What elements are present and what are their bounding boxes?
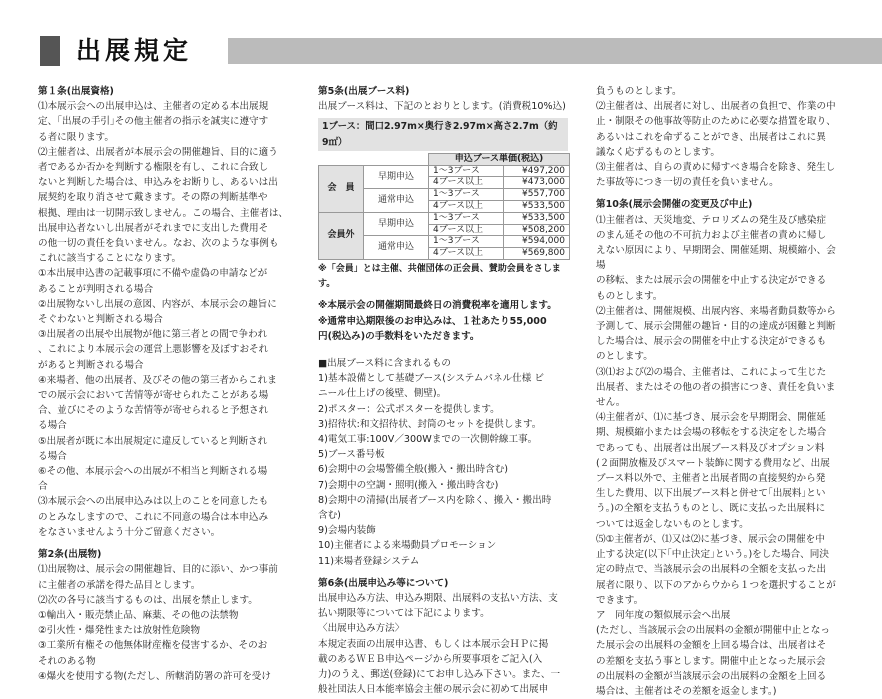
fee-note-line: 円(税込み)の手数料をいただきます。 — [318, 330, 480, 342]
text-line: ③出展者の出展や出展物が他に第三者との間で争われ — [38, 329, 268, 341]
text-line: これに該当することになります。 — [38, 253, 182, 265]
page-title: 出展規定 — [76, 36, 193, 65]
booth-count-cell: 4ブース以上 — [429, 224, 504, 236]
text-line: 根拠、理由は一切開示致しません。この場合、主催者は、 — [38, 207, 289, 219]
period-cell: 通常申込 — [364, 189, 429, 213]
text-line: 定の時点で、当該展示会の出展料の全額を支払った出 — [596, 564, 827, 576]
column-3 — [596, 84, 842, 699]
article-6-heading: 第6条(出展申込み等について) — [318, 577, 449, 589]
text-line: 議なく応ずるものとします。 — [596, 146, 720, 158]
text-line: ⑤出展者が既に本出展規定に違反していると判断され — [38, 435, 268, 447]
text-line: あることが判明される場合 — [38, 283, 154, 295]
price-cell: ¥473,000 — [503, 177, 569, 189]
included-item: 7)会期中の空調・照明(搬入・搬出時含む) — [318, 479, 499, 491]
column-2 — [318, 84, 568, 697]
fee-note-line: ※通常申込期限後のお申込みは、１社あたり55,000 — [318, 315, 547, 327]
article-1-heading: 第１条(出展資格) — [38, 86, 114, 97]
fee-table-caption: 1ブース：間口2.97m×奥行き2.97m×高さ2.7m（約9㎡） — [318, 118, 568, 150]
text-line: に主催者の承諾を得た品目とします。 — [38, 579, 201, 591]
text-line: 般社団法人日本能率協会主催の展示会に初めて出展申 — [318, 684, 549, 696]
text-line: があると判断される場合 — [38, 359, 144, 371]
text-line: 定、｢出展の手引｣その他主催者の指示を誠実に遵守す — [38, 116, 269, 128]
article-10-heading: 第10条(展示会開催の変更及び中止) — [596, 199, 753, 211]
text-line: せん。 — [596, 397, 626, 409]
booth-count-cell: 1〜3ブース — [429, 189, 504, 201]
text-line: ③工業所有権その他無体財産権を侵害するか、そのお — [38, 640, 268, 652]
text-line: 力)のうえ、郵送(登録)にてお申し込み下さい。また、一 — [318, 669, 561, 681]
included-item: 8)会期中の清掃(出展者ブース内を除く、搬入・搬出時 — [318, 494, 552, 506]
text-line: ⑵主催者は、出展者に対し、出展者の負担で、作業の中 — [596, 101, 836, 113]
text-line: 出展申込み方法、申込み期限、出展料の支払い方法、支 — [318, 593, 558, 605]
price-cell: ¥569,800 — [503, 248, 569, 260]
text-line: のとみなしますので、これに不同意の場合は本申込み — [38, 511, 269, 523]
text-line: をなさいませんよう十分ご留意ください。 — [38, 526, 221, 538]
text-line: る場合 — [38, 420, 67, 432]
text-line: 負うものとします。 — [596, 86, 682, 97]
text-line: ⑷主催者が、⑴に基づき、展示会を早期閉会、開催延 — [596, 412, 826, 424]
booth-count-cell: 4ブース以上 — [429, 177, 504, 189]
text-line: それのある物 — [38, 655, 96, 667]
text-line: 、これにより本展示会の運営上悪影響を及ぼすおそれ — [38, 344, 269, 356]
fee-table — [318, 153, 570, 260]
text-line: ①輸出入・販売禁止品、麻薬、その他の法禁物 — [38, 609, 239, 621]
text-line: ①本出展申込書の記載事項に不備や虚偽の申請などが — [38, 268, 268, 280]
header-rule — [228, 38, 882, 64]
text-line: のとします。 — [596, 351, 653, 363]
booth-count-cell: 1〜3ブース — [429, 236, 504, 248]
booth-count-cell: 1〜3ブース — [429, 165, 504, 177]
text-line: 者であるか否かを判断する権限を有し、これに合致し — [38, 162, 269, 174]
text-line: ⑵主催者は、開催規模、出展内容、来場者動員数等から — [596, 305, 836, 317]
included-item: 5)ブース番号板 — [318, 449, 385, 461]
text-line: 合、並びにそのような苦情等が寄せられると予想され — [38, 405, 269, 417]
included-item: 4)電気工事:100V／300Wまでの一次側幹線工事。 — [318, 434, 538, 446]
article-5-heading: 第5条(出展ブース料) — [318, 86, 410, 97]
included-item: 9)会場内装飾 — [318, 525, 376, 537]
text-line: ②引火性・爆発性または放射性危険物 — [38, 625, 201, 637]
text-line: えない原因により、早期閉会、開催延期、規模縮小、会場 — [596, 245, 836, 272]
included-heading: ■出展ブース料に含まれるもの — [318, 358, 452, 369]
text-line: の移転、または展示会の開催を中止する決定ができる — [596, 275, 827, 287]
text-line: ⑶本展示会への出展申込みは以上のことを同意したも — [38, 496, 269, 508]
period-cell: 通常申込 — [364, 236, 429, 260]
included-item: 1)基本設備として基礎ブース(システムパネル仕様 ビ — [318, 373, 544, 385]
fee-table-note: ※「会員」とは主催、共催団体の正会員、賛助会員をさします。 — [318, 263, 561, 290]
booth-count-cell: 4ブース以上 — [429, 248, 504, 260]
text-line: ブース料以外で、主催者と出展者間の直接契約から発 — [596, 473, 826, 485]
member-group-cell: 会員外 — [319, 212, 364, 259]
price-cell: ¥508,200 — [503, 224, 569, 236]
booth-count-cell: 4ブース以上 — [429, 201, 504, 213]
text-line: 〈出展申込み方法〉 — [318, 623, 405, 635]
price-cell: ¥533,500 — [503, 201, 569, 213]
text-line: 載のあるＷＥＢ申込ページから所要事項をご記入(入 — [318, 653, 543, 665]
included-item: 含む) — [318, 510, 341, 522]
included-item: 10)主催者による来場動員プロモーション — [318, 540, 497, 552]
text-line: た事故等につき一切の責任を負いません。 — [596, 177, 779, 189]
text-line: ⑴本展示会への出展申込は、主催者の定める本出展規 — [38, 101, 269, 113]
text-line: ②出展物ないし出展の意図、内容が、本展示会の趣旨に — [38, 298, 277, 310]
included-item: 2)ポスター：公式ポスターを提供します。 — [318, 403, 500, 415]
text-line: ⑥その他、本展示会への出展が不相当と判断される場 — [38, 466, 268, 478]
text-line: であっても、出展者は出展ブース料及びオプション料 — [596, 442, 825, 454]
text-line: る場合 — [38, 450, 67, 462]
article-6-body — [318, 591, 568, 697]
text-line: 場合は、主催者はその差額を返金します。) — [596, 685, 777, 697]
included-item: 6)会期中の会場警備全般(搬入・搬出時含む) — [318, 464, 509, 476]
text-line: (ただし、当該展示会の出展料の金額が開催中止となっ — [596, 625, 830, 637]
text-line: 合 — [38, 481, 48, 493]
text-line: ⑵主催者は、出展者が本展示会の開催趣旨、目的に適う — [38, 146, 278, 158]
member-group-cell: 会 員 — [319, 165, 364, 212]
text-line: 止する決定(以下｢中止決定｣という。)をした場合、同決 — [596, 549, 829, 561]
text-line: 本規定表面の出展申込書、もしくは本展示会ＨＰに掲 — [318, 638, 549, 650]
text-line: ⑴主催者は、天災地変、テロリズムの発生及び感染症 — [596, 214, 827, 226]
article-2-body — [38, 562, 296, 684]
text-line: 展者に限り、以下のアからウから１つを選択することが — [596, 579, 836, 591]
text-line: での展示会において苦情等が寄せられたことがある場 — [38, 390, 269, 402]
article-10-body — [596, 213, 842, 699]
booth-count-cell: 1〜3ブース — [429, 212, 504, 224]
fee-table-row — [319, 212, 570, 224]
included-list — [318, 371, 568, 569]
included-item: 3)招待状:和文招待状、封筒のセットを提供します。 — [318, 418, 542, 430]
text-line: 展契約を取り消させて戴きます。その際の判断基準や — [38, 192, 268, 204]
text-line: ア 同年度の類似展示会へ出展 — [596, 609, 731, 621]
text-line: の他一切の責任を負いません。なお、次のような事例も — [38, 238, 279, 250]
article-1-body — [38, 99, 296, 540]
text-line: 生した費用、以下出展ブース料と併せて｢出展料｣とい — [596, 488, 826, 500]
text-line: う。)の全額を支払うものとし、既に支払った出展料に — [596, 503, 826, 515]
fee-notes — [318, 298, 568, 344]
text-line: ⑵次の各号に該当するものは、出展を禁止します。 — [38, 594, 258, 606]
text-line: した場合は、展示会の開催を中止する決定ができるも — [596, 336, 827, 348]
fee-table-row — [319, 165, 570, 177]
text-line: 払い期限等については下記によります。 — [318, 608, 490, 620]
page-header — [40, 34, 882, 68]
text-line: の出展料の金額が当該展示会の出展料の金額を上回る — [596, 670, 827, 682]
text-line: の差額を支払う事とします。開催中止となった展示会 — [596, 655, 826, 667]
header-accent-bar — [40, 36, 60, 66]
price-cell: ¥557,700 — [503, 189, 569, 201]
article-2-heading: 第2条(出展物) — [38, 549, 102, 561]
text-line: ⑶⑴および⑵の場合、主催者は、これによって生じた — [596, 366, 827, 378]
text-line: のまん延その他の不可抗力および主催者の責めに帰し — [596, 229, 827, 241]
period-cell: 早期申込 — [364, 165, 429, 189]
price-cell: ¥594,000 — [503, 236, 569, 248]
period-cell: 早期申込 — [364, 212, 429, 236]
price-cell: ¥497,200 — [503, 165, 569, 177]
text-line: できます。 — [596, 594, 644, 606]
text-line: ④爆火を使用する物(ただし、所轄消防署の許可を受け — [38, 670, 271, 682]
text-line: た展示会の出展料の金額を上回る場合は、出展者はそ — [596, 640, 827, 652]
text-line: そぐわないと判断される場合 — [38, 314, 163, 326]
text-line: ついては返金しないものとします。 — [596, 518, 749, 530]
article-9-continued — [596, 84, 842, 190]
fee-note-line: ※本展示会の開催期間最終日の消費税率を適用します。 — [318, 300, 557, 312]
included-item: ニール仕上げの後壁、側壁)。 — [318, 388, 447, 400]
text-line: ⑴出展物は、展示会の開催趣旨、目的に添い、かつ事前 — [38, 564, 278, 576]
text-line: ないと判断した場合は、申込みをお断りし、あるいは出 — [38, 177, 278, 189]
price-cell: ¥533,500 — [503, 212, 569, 224]
text-line: あるいはこれを命ずることができ、出展者はこれに異 — [596, 131, 826, 143]
article-5-intro: 出展ブース料は、下記のとおりとします。(消費税10%込) — [318, 101, 566, 113]
included-item: 11)来場者登録システム — [318, 555, 420, 567]
text-line: 期、規模縮小または会場の移転をする決定をした場合 — [596, 427, 827, 439]
text-line: ④来場者、他の出展者、及びその他の第三者からこれま — [38, 374, 277, 386]
text-line: る者に限ります。 — [38, 131, 114, 143]
text-line: ⑸①主催者が、⑴又は⑵に基づき、展示会の開催を中 — [596, 533, 825, 545]
text-line: 出展者、またはその他の者の損害につき、責任を負いま — [596, 381, 836, 393]
text-line: 止・制限その他事故等防止のために必要な措置を取り、 — [596, 116, 836, 128]
fee-table-header: 申込ブース単価(税込) — [429, 153, 570, 165]
text-line: (２面開放権及びスマート装飾に関する費用など、出展 — [596, 457, 830, 469]
text-line: ⑶主催者は、自らの責めに帰すべき場合を除き、発生し — [596, 162, 836, 174]
text-line: 出展申込者ないし出展者がそれまでに支出した費用そ — [38, 222, 269, 234]
column-1 — [38, 84, 296, 684]
text-line: 予測して、展示会開催の趣旨・目的の達成が困難と判断 — [596, 321, 836, 333]
text-line: ものとします。 — [596, 290, 663, 302]
